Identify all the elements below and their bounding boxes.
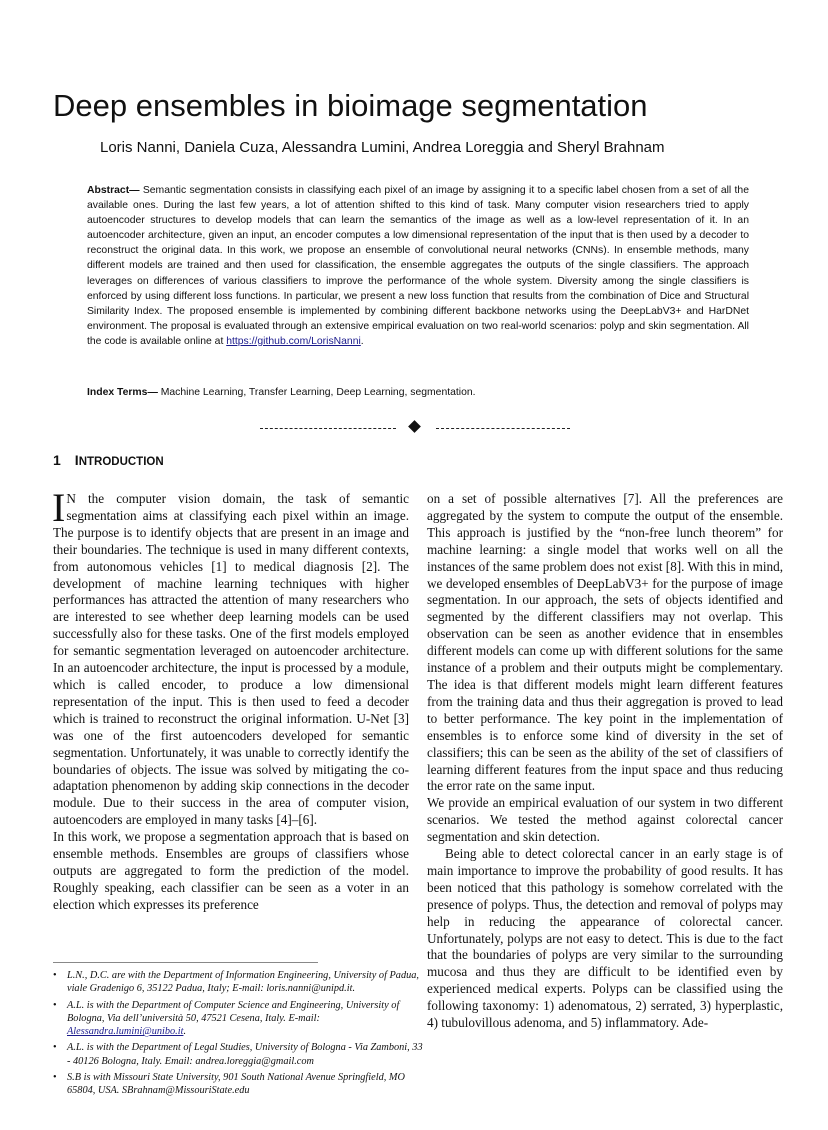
- section-separator: [260, 420, 570, 436]
- section-number: 1: [53, 452, 61, 468]
- intro-paragraph-1: [52, 485, 409, 829]
- separator-dash-right: [436, 428, 570, 429]
- abstract: [87, 183, 749, 349]
- footnotes: [53, 966, 423, 1098]
- paper-title: Deep ensembles in bioimage segmentation: [53, 88, 648, 123]
- email-link[interactable]: Alessandra.lumini@unibo.it: [67, 1026, 184, 1038]
- index-terms-text: Machine Learning, Transfer Learning, Deep Learning, segmentation.: [157, 387, 476, 398]
- footnote-rule: [53, 962, 318, 963]
- footnote-end: .: [183, 1026, 187, 1038]
- right-paragraph-1: on a set of possible alternatives [7]. All the preferences are aggregated by the system to compute the output of the ensemble. This approach is justified by the “non-free lunch theorem” for machine learning: a single model that works well on all the instances of the same problem does not exist [8]. With this in mind, we developed ensembles of DeepLabV3+ for the purpose of image segmentation. In our approach, the sets of objects identified and segmented by the different classifiers may not overlap. This observation can be seen as another evidence that in ensembles different models can come up with different solutions for the same instance of a problem and their outputs might be complementary. The idea is that different models might learn different features from the training data and thus their aggregation is proved to lead to better performance. The key point in the implementation of ensembles is to enforce some kind of diversity in the set of classifiers; this can be seen as the ability of the set of classifiers of learning different features from the input space and thus reducing the error rate on the same input.: [427, 491, 783, 794]
- index-terms: [87, 385, 749, 400]
- footnote-item: • S.B is with Missouri State University, 901 South National Avenue Springfield, MO 65804, USA. SBrahnam@MissouriState.edu: [53, 1071, 423, 1098]
- left-column: [52, 485, 409, 914]
- section-title-rest: NTRODUCTION: [78, 456, 164, 468]
- right-paragraph-2: We provide an empirical evaluation of our system in two different scenarios. We tested the method against colorectal cancer segmentation and skin detection.: [427, 795, 783, 845]
- separator-dash-left: [260, 428, 396, 429]
- right-column: [427, 491, 783, 1032]
- section-title-initial: I: [74, 452, 79, 468]
- intro-paragraph-1-text: N the computer vision domain, the task of semantic segmentation aims at classifying each pixel within an image. The purpose is to identify objects that are present in an image and their boundaries. The technique is used in many different contexts, from autonomous vehicles [1] to medical diagnosis [2]. The development of machine learning techniques with higher performances has attracted the attention of many researchers who are interested to see whether deep learning models can be used successfully also for these tasks. One of the first models employed for semantic segmentation leveraged on autoencoder architecture. In an autoencoder architecture, the input is processed by a module, which is called encoder, to produce a low dimensional representation of the input. This is then used to feed a decoder which is trained to reconstruct the original information. U-Net [3] was one of the first autoencoders developed for semantic segmentation. Unfortunately, it was unable to correctly identify the boundaries of objects. The issue was solved by mitigating the co-adaptation phenomenon by adding skip connections in the decoder module. Due to their success in the area of computer vision, autoencoders are employed in many tasks [4]–[6].: [53, 491, 409, 828]
- abstract-label: Abstract—: [87, 185, 140, 196]
- index-terms-label: Index Terms—: [87, 387, 158, 398]
- abstract-end: .: [360, 335, 364, 347]
- abstract-text: Semantic segmentation consists in classifying each pixel of an image by assigning it to a specific label chosen from a set of all the available ones. During the last few years, a lot of attention shifted to this kind of task. Many computer vision researchers tried to apply autoencoder structures to develop models that can learn the semantics of the image as well as a low-level representation of it. In an autoencoder architecture, given an input, an encoder computes a low dimensional representation of the input that is then used by a decoder to reconstruct the original data. In this work, we propose an ensemble of convolutional neural networks (CNNs). In ensemble methods, many different models are trained and then used for classification, the ensemble aggregates the outputs of the single classifiers. The approach leverages on differences of various classifiers to improve the performance of the whole system. Diversity among the single classifiers is enforced by using different loss functions. In particular, we present a new loss function that results from the combination of Dice and Structural Similarity Index. The proposed ensemble is implemented by combining different backbone networks using the DeepLabV3+ and HarDNet environment. The proposal is evaluated through an extensive empirical evaluation on two real-world scenarios: polyp and skin segmentation. All the code is available online at: [87, 185, 749, 347]
- intro-paragraph-2: In this work, we propose a segmentation approach that is based on ensemble methods. Ensembles are groups of classifiers whose outputs are aggregated to form the prediction of the model. Roughly speaking, each classifier can be seen as a voter in an election which expresses its preference: [53, 829, 409, 912]
- author-list: Loris Nanni, Daniela Cuza, Alessandra Lumini, Andrea Loreggia and Sheryl Brahnam: [100, 139, 665, 156]
- footnote-item: • L.N., D.C. are with the Department of Information Engineering, University of Padua, viale Gradenigo 6, 35122 Padua, Italy; E-mail: loris.nanni@unipd.it.: [53, 969, 423, 996]
- footnote-text: A.L. is with the Department of Computer Science and Engineering, University of Bologna, Via dell’università 50, 47521 Cesena, Italy. E-mail:: [67, 999, 400, 1024]
- code-repository-link[interactable]: https://github.com/LorisNanni: [226, 335, 361, 347]
- right-paragraph-3: Being able to detect colorectal cancer in an early stage is of main importance to improve the probability of good results. It has been noticed that this pathology is somehow correlated with the presence of polyps. Thus, the detection and removal of polyps may help in reducing the appearance of colorectal cancer. Unfortunately, polyps are not easy to detect. This is due to the fact that the boundaries of polyps are very similar to the surrounding mucosa and thus they are difficult to be identified even by experienced medical experts. Polyps can be classified using the following taxonomy: 1) adenomatous, 2) serrated, 3) hyperplastic, 4) tubulovillous adenoma, and 5) inflammatory. Ade-: [427, 846, 783, 1031]
- drop-cap: I: [52, 485, 66, 530]
- diamond-icon: [408, 420, 421, 433]
- section-heading-introduction: [53, 451, 164, 471]
- footnote-item: [53, 999, 423, 1039]
- footnote-item: • A.L. is with the Department of Legal Studies, University of Bologna - Via Zamboni, 33 - 40126 Bologna, Italy. Email: andrea.loreggia@gmail.com: [53, 1041, 423, 1068]
